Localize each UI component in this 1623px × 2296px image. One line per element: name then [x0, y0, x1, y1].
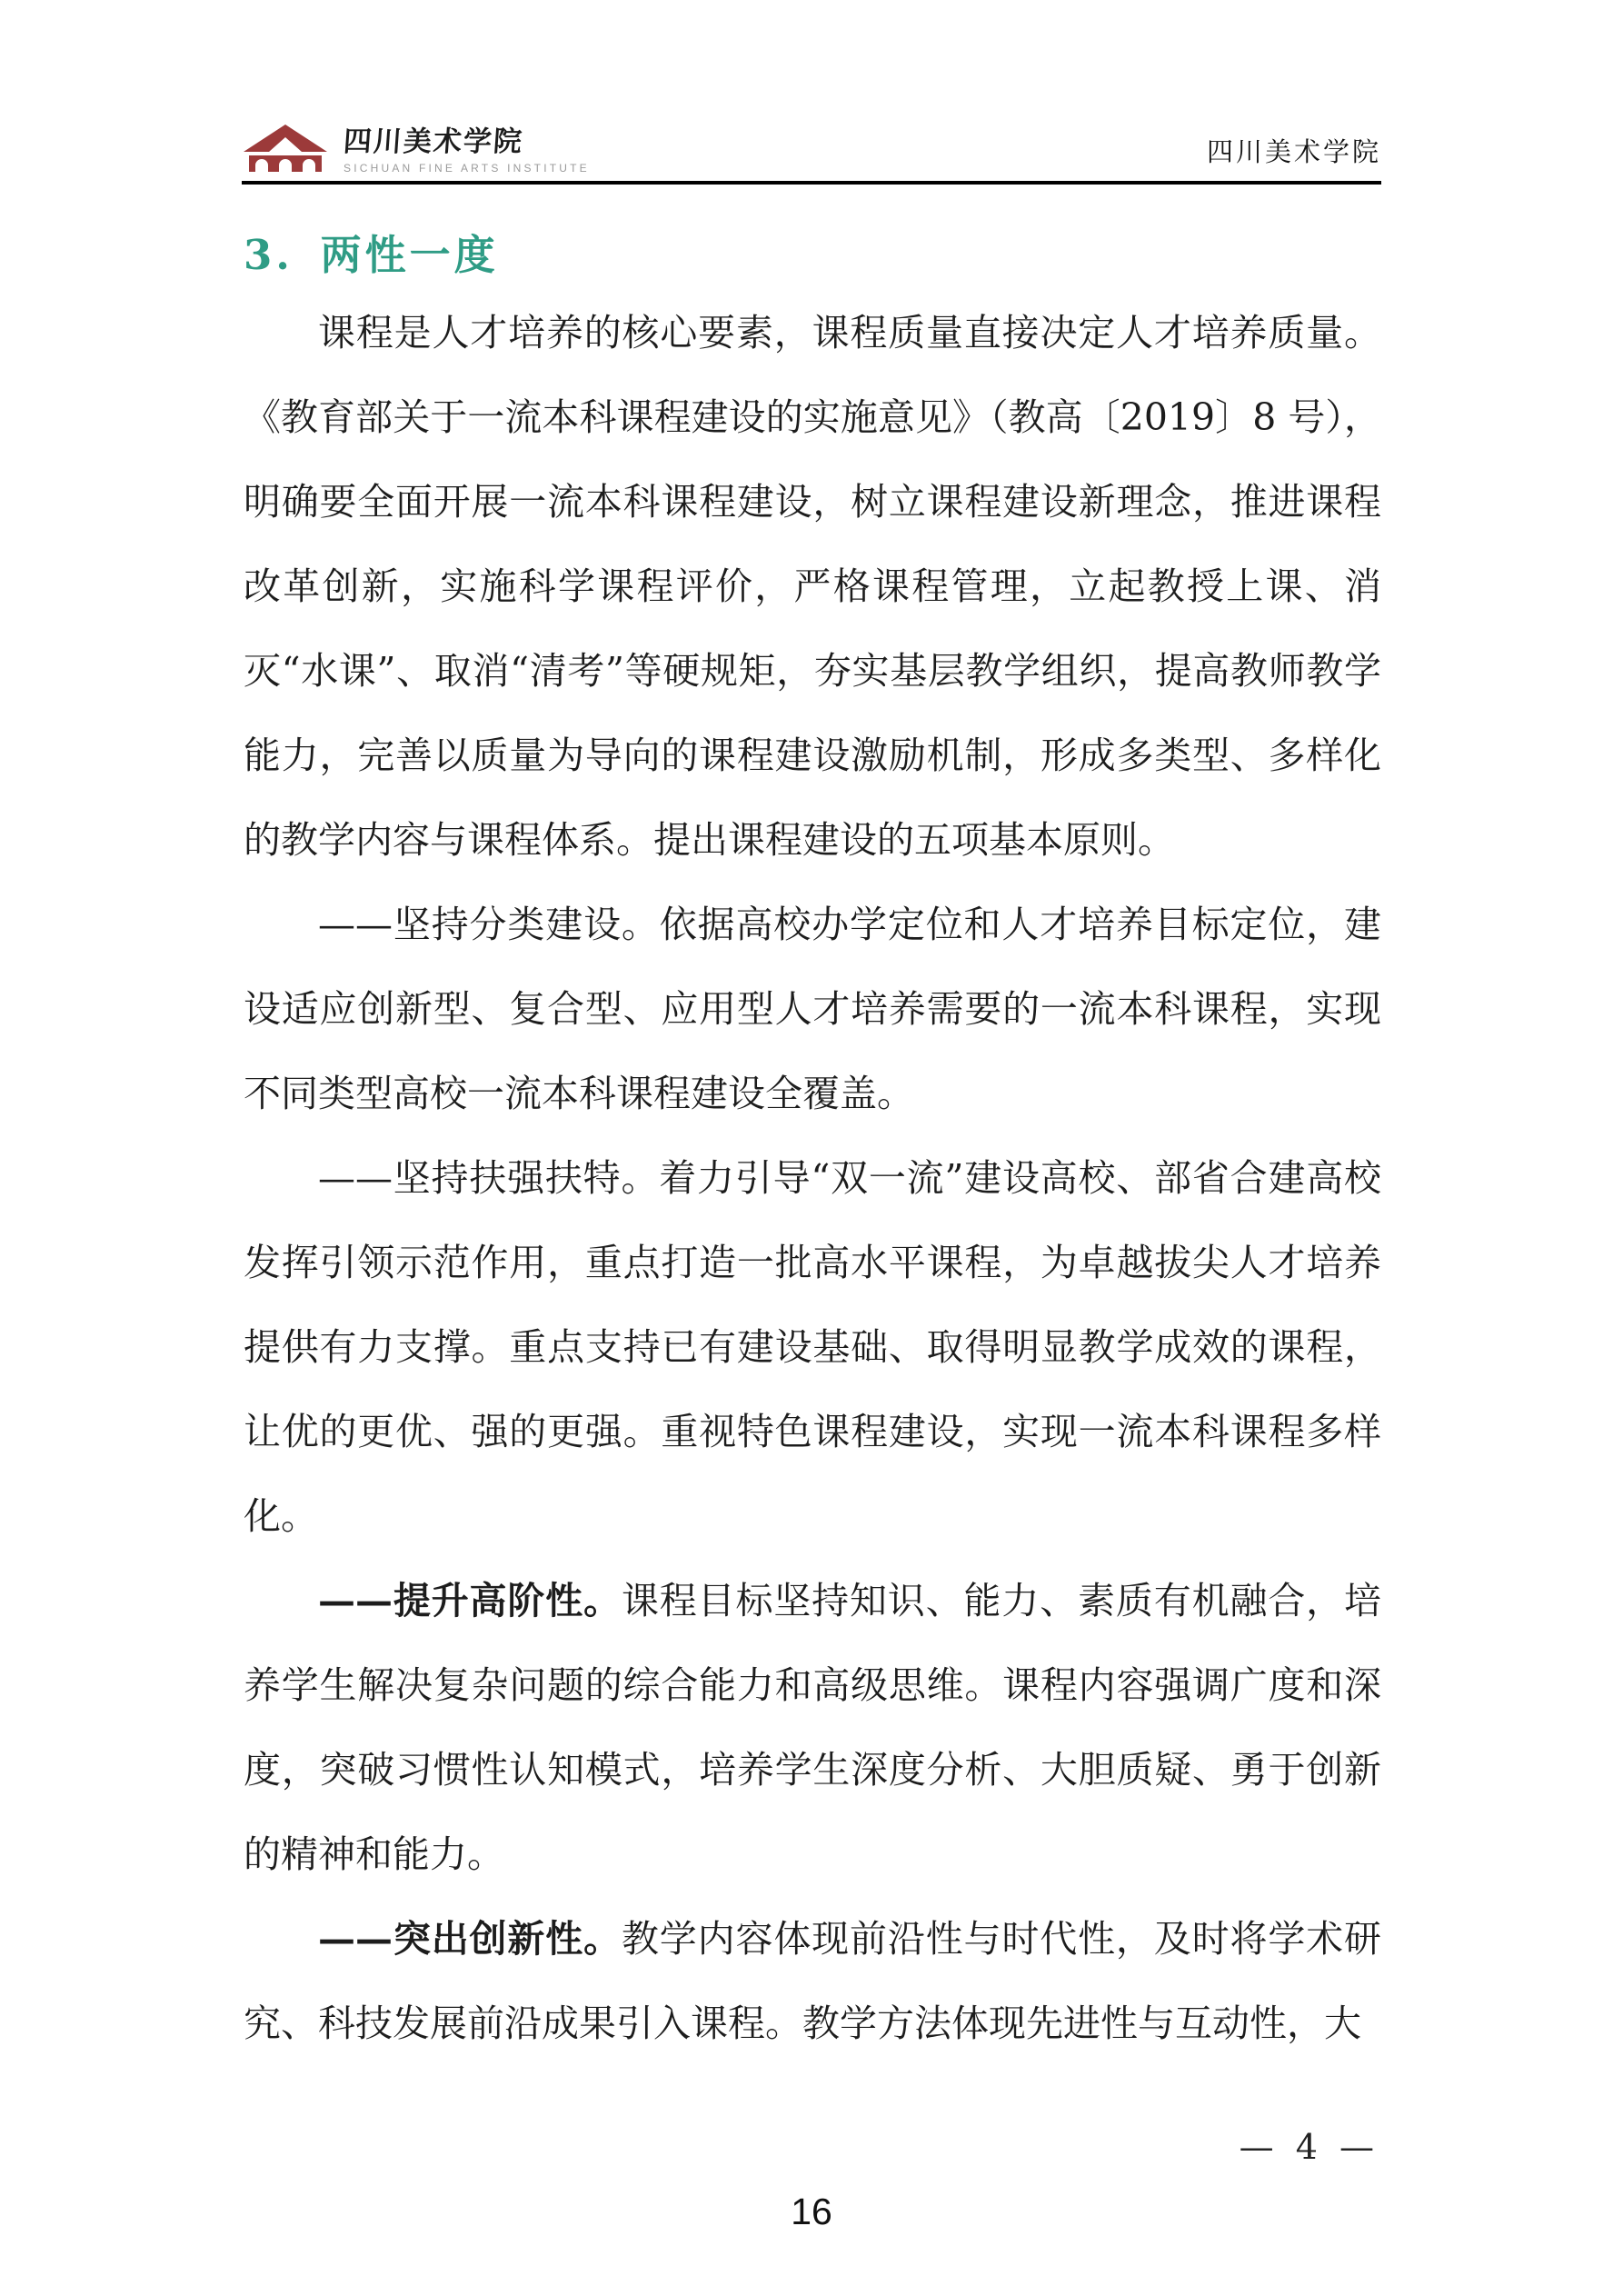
paragraph-lead-bold: ——突出创新性。	[318, 1917, 622, 1961]
school-logo	[242, 125, 590, 175]
paragraph: 课程是人才培养的核心要素，课程质量直接决定人才培养质量。《教育部关于一流本科课程建设的实施意见》（教高〔2019〕8 号），明确要全面开展一流本科课程建设，树立课程建设新理念，推进课程改革创新，实施科学课程评价，严格课程管理，立起教授上课、消灭“水课”、取消“清考”等硬规矩，夯实基层教学组织，提高教师教学能力，完善以质量为导向的课程建设激励机制，形成多类型、多样化的教学内容与课程体系。提出课程建设的五项基本原则。	[244, 311, 1381, 862]
paragraph-lead-bold: ——提升高阶性。	[318, 1579, 622, 1622]
document-body	[244, 291, 1381, 2066]
paragraph: ——坚持扶强扶特。着力引导“双一流”建设高校、部省合建高校发挥引领示范作用，重点打造一批高水平课程，为卓越拔尖人才培养提供有力支撑。重点支持已有建设基础、取得明显教学成效的课程，让优的更优、强的更强。重视特色课程建设，实现一流本科课程多样化。	[244, 1156, 1381, 1538]
header-rule	[242, 181, 1381, 185]
school-emblem-arch-icon	[242, 125, 329, 172]
logo-name-english: SICHUAN FINE ARTS INSTITUTE	[344, 162, 590, 175]
paragraph: ——突出创新性。教学内容体现前沿性与时代性，及时将学术研究、科技发展前沿成果引入课程。教学方法体现先进性与互动性，大	[244, 1917, 1382, 2045]
logo-name-chinese: 四川美术学院	[342, 125, 525, 158]
section-heading: 3. 两性一度	[244, 231, 499, 279]
paragraph: ——坚持分类建设。依据高校办学定位和人才培养目标定位，建设适应创新型、复合型、应用型人才培养需要的一流本科课程，实现不同类型高校一流本科课程建设全覆盖。	[244, 903, 1381, 1115]
pdf-page-number: 16	[791, 2191, 832, 2232]
page-header	[242, 115, 1381, 175]
school-logo-wordmark	[344, 125, 590, 175]
document-page-label: — 4 —	[1239, 2127, 1379, 2167]
paragraph: ——提升高阶性。课程目标坚持知识、能力、素质有机融合，培养学生解决复杂问题的综合能力和高级思维。课程内容强调广度和深度，突破习惯性认知模式，培养学生深度分析、大胆质疑、勇于创新的精神和能力。	[244, 1579, 1382, 1876]
header-school-name: 四川美术学院	[1206, 136, 1381, 167]
